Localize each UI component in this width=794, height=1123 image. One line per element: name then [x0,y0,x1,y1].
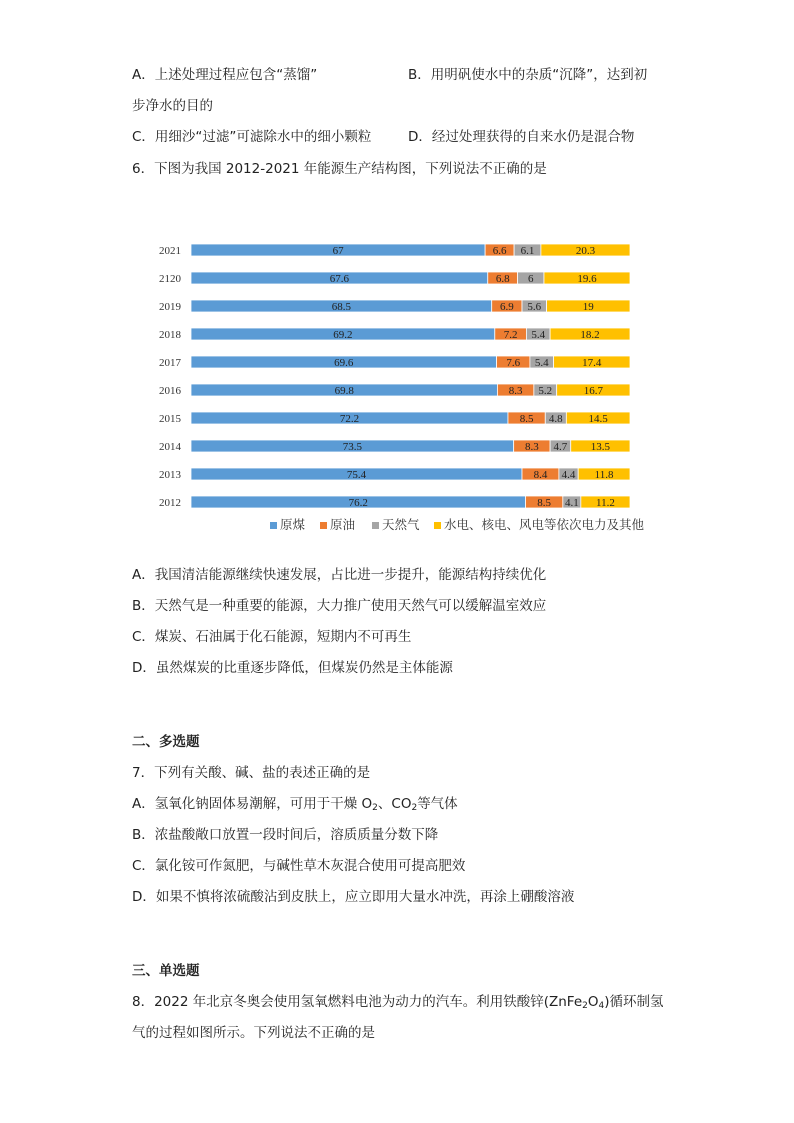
data-label: 14.5 [588,413,608,425]
energy-structure-chart [150,226,690,546]
q7-option-c: C．氯化铵可作氮肥，与碱性草木灰混合使用可提高肥效 [132,858,466,874]
data-label: 6.1 [520,245,535,257]
data-label: 7.6 [506,357,521,369]
legend-swatch [270,522,277,529]
section-heading-single-choice: 三、单选题 [132,963,200,979]
data-label: 4.7 [553,441,568,453]
data-label: 11.8 [594,469,614,481]
data-label: 72.2 [339,413,360,425]
data-label: 67.6 [329,273,350,285]
data-label: 69.6 [334,357,354,369]
data-label: 6.6 [492,245,507,257]
data-label: 73.5 [342,441,362,453]
data-label: 69.2 [333,329,353,341]
data-label: 7.2 [503,329,518,341]
data-label: 4.8 [548,413,563,425]
data-label: 8.3 [508,385,523,397]
data-label: 20.3 [575,245,596,257]
q5-option-d: D．经过处理获得的自来水仍是混合物 [408,129,635,145]
data-label: 67 [332,245,344,257]
category-label: 2017 [159,357,181,369]
data-label: 6.9 [499,301,514,313]
data-label: 17.4 [582,357,602,369]
legend-label: 天然气 [382,518,420,532]
category-label: 2018 [159,329,181,341]
data-label: 11.2 [595,497,615,509]
q6-option-d: D．虽然煤炭的比重逐步降低，但煤炭仍然是主体能源 [132,660,453,676]
legend-label: 原油 [330,518,356,532]
data-label: 6.8 [495,273,510,285]
q6-option-a: A．我国清洁能源继续快速发展，占比进一步提升，能源结构持续优化 [132,567,547,583]
category-label: 2019 [159,301,181,313]
legend-swatch [320,522,327,529]
data-label: 6 [528,273,534,285]
q7-option-a: A．氢氧化钠固体易潮解，可用于干燥 $O_2$、$CO_2$等气体 [132,796,458,813]
category-label: 2012 [159,497,181,509]
category-label: 2021 [159,245,181,257]
q5-option-b: B．用明矾使水中的杂质“沉降”，达到初 [408,67,648,83]
data-label: 4.4 [561,469,576,481]
category-label: 2015 [159,413,181,425]
data-label: 8.5 [519,413,534,425]
data-label: 4.1 [564,497,579,509]
data-label: 69.8 [334,385,354,397]
q5-option-b-continued: 步净水的目的 [132,98,213,114]
data-label: 5.4 [534,357,549,369]
section-heading-multi-choice: 二、多选题 [132,734,200,750]
legend-label: 水电、核电、风电等依次电力及其他 [444,518,645,532]
data-label: 8.3 [525,441,539,453]
q7-stem: 7．下列有关酸、碱、盐的表述正确的是 [132,765,371,781]
category-label: 2120 [159,273,181,285]
q6-stem: 6．下图为我国 2012-2021 年能源生产结构图，下列说法不正确的是 [132,161,547,177]
data-label: 18.2 [580,329,600,341]
legend-label: 原煤 [280,518,306,532]
data-label: 8.4 [533,469,548,481]
q8-stem-continued: 气的过程如图所示。下列说法不正确的是 [132,1025,375,1041]
data-label: 68.5 [331,301,351,313]
data-label: 5.4 [531,329,546,341]
q8-stem: 8．2022 年北京冬奥会使用氢氧燃料电池为动力的汽车。利用铁酸锌$(ZnFe_2O_4)$循环制氢 [132,994,664,1011]
q7-option-b: B．浓盐酸敞口放置一段时间后，溶质质量分数下降 [132,827,439,843]
data-label: 19 [582,301,594,313]
data-label: 16.7 [583,385,603,397]
q5-option-a: A．上述处理过程应包含“蒸馏” [132,67,318,83]
data-label: 5.2 [538,385,553,397]
legend-swatch [372,522,379,529]
q6-option-c: C．煤炭、石油属于化石能源，短期内不可再生 [132,629,412,645]
data-label: 19.6 [577,273,597,285]
category-label: 2014 [159,441,181,453]
category-label: 2016 [159,385,181,397]
data-label: 8.5 [537,497,552,509]
data-label: 13.5 [590,441,610,453]
data-label: 76.2 [348,497,368,509]
category-label: 2013 [159,469,181,481]
q5-option-c: C．用细沙“过滤”可滤除水中的细小颗粒 [132,129,372,145]
legend-swatch [434,522,441,529]
q6-option-b: B．天然气是一种重要的能源，大力推广使用天然气可以缓解温室效应 [132,598,547,614]
data-label: 75.4 [346,469,367,481]
data-label: 5.6 [527,301,542,313]
q7-option-d: D．如果不慎将浓硫酸沾到皮肤上，应立即用大量水冲洗，再涂上硼酸溶液 [132,889,575,905]
